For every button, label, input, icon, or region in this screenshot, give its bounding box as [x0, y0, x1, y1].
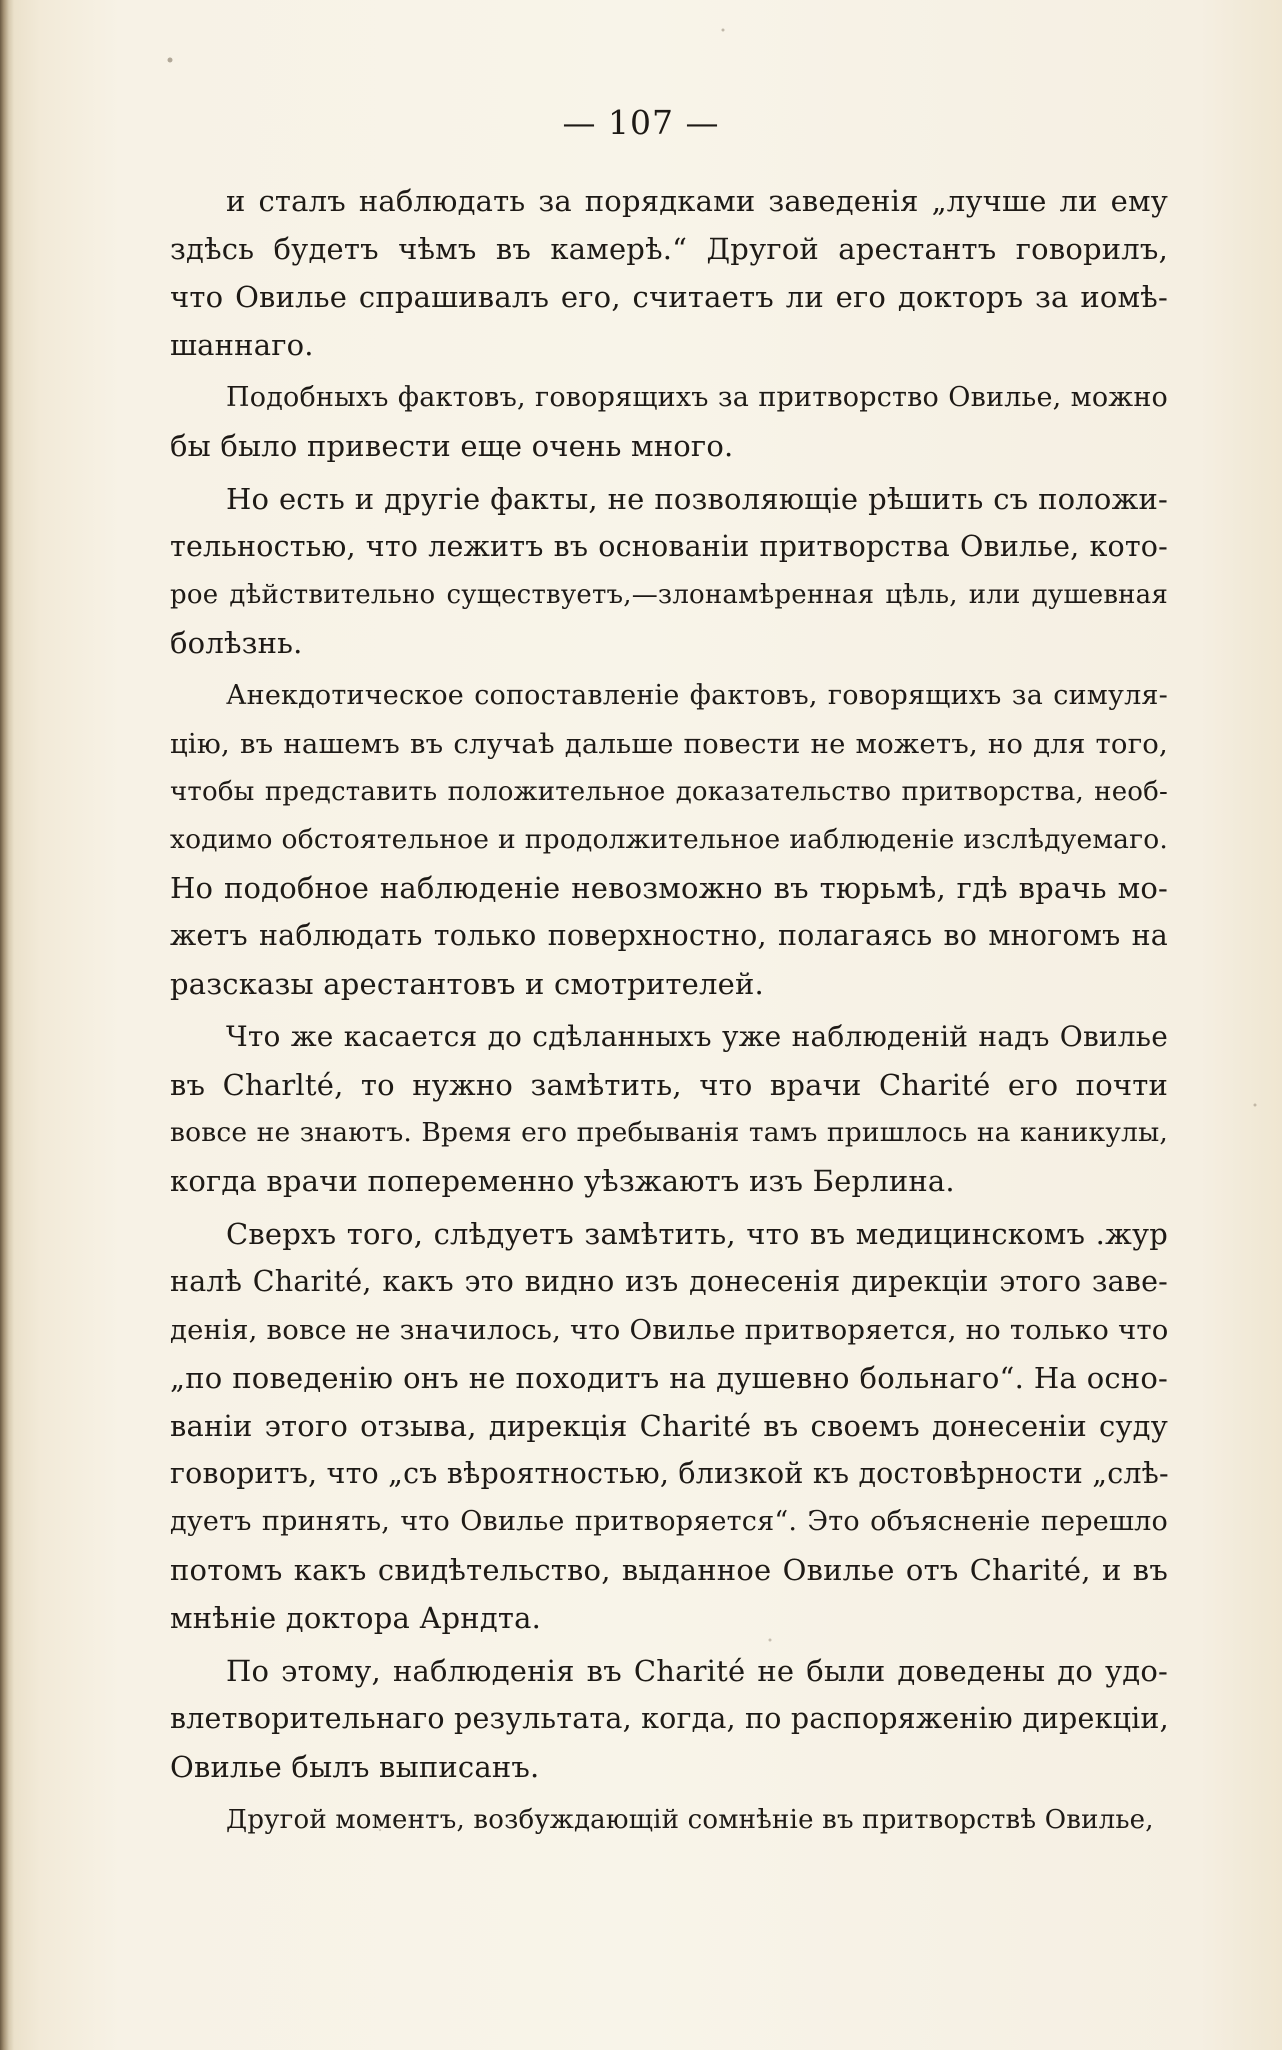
text-line: рое дѣйствительно существуетъ,—злонамѣренная цѣль, или душевная: [170, 580, 1168, 610]
text-line: жетъ наблюдать только поверхностно, полагаясь во многомъ на: [170, 919, 1168, 952]
text-line: дуетъ принять, что Овилье притворяется“. Это объясненіе перешло: [170, 1506, 1168, 1537]
text-line: денія, вовсе не значилось, что Овилье притворяется, но только что: [170, 1314, 1169, 1346]
paragraph: [170, 1210, 1168, 1642]
text-line: Что же касается до сдѣланныхъ уже наблюденій надъ Овилье: [226, 1020, 1168, 1053]
text-line: налѣ Charité, какъ это видно изъ донесенія дирекціи этого заве-: [170, 1265, 1168, 1298]
ink-speck: [168, 58, 173, 63]
text-line: Анекдотическое сопоставленіе фактовъ, говорящихъ за симуля-: [226, 680, 1168, 711]
text-line: шаннаго.: [170, 328, 314, 362]
paragraph: [170, 1013, 1168, 1205]
text-line: „по поведенію онъ не походитъ на душевно больнаго“. На осно-: [170, 1361, 1168, 1395]
ink-speck: [1254, 1104, 1257, 1107]
text-line: потомъ какъ свидѣтельство, выданное Овилье отъ Charité, и въ: [170, 1553, 1168, 1587]
body-text: [170, 177, 1168, 1849]
ink-speck: [722, 29, 725, 32]
paragraph: [170, 1647, 1168, 1791]
text-line: разсказы арестантовъ и смотрителей.: [170, 967, 764, 1001]
paragraph: [170, 374, 1168, 470]
text-line: болѣзнь.: [170, 626, 303, 660]
text-line: говоритъ, что „съ вѣроятностью, близкой къ достовѣрности „слѣ-: [170, 1457, 1169, 1490]
text-line: тельностью, что лежитъ въ основаніи притворства Овилье, кото-: [170, 530, 1168, 563]
text-line: здѣсь будетъ чѣмъ въ камерѣ.“ Другой арестантъ говорилъ,: [170, 232, 1168, 266]
text-line: ходимо обстоятельное и продолжительное иаблюденіе изслѣдуемаго.: [170, 824, 1168, 855]
paragraph: [170, 672, 1168, 1008]
page-number: — 107 —: [562, 103, 720, 142]
text-line: когда врачи попеременно уѣзжаютъ изъ Берлина.: [170, 1164, 955, 1198]
text-line: чтобы представить положительное доказательство притворства, необ-: [170, 777, 1168, 807]
text-line: Но подобное наблюденіе невозможно въ тюрьмѣ, гдѣ врачь мо-: [170, 871, 1168, 905]
text-line: цію, въ нашемъ въ случаѣ дальше повести не можетъ, но для того,: [170, 728, 1168, 760]
text-line: Овилье былъ выписанъ.: [170, 1750, 540, 1784]
text-line: Другой моментъ, возбуждающій сомнѣніе въ притворствѣ Овилье,: [226, 1805, 1154, 1835]
text-line: вовсе не знаютъ. Время его пребыванія тамъ пришлось на каникулы,: [170, 1117, 1168, 1148]
text-line: По этому, наблюденія въ Charité не были доведены до удо-: [226, 1654, 1168, 1688]
text-line: Сверхъ того, слѣдуетъ замѣтить, что въ медицинскомъ .жур: [226, 1217, 1168, 1251]
text-line: въ Charlté, то нужно замѣтить, что врачи Charité его почти: [170, 1068, 1168, 1102]
page-binding-edge: [0, 0, 14, 2050]
text-line: и сталъ наблюдать за порядками заведенія „лучше ли ему: [226, 184, 1168, 218]
paragraph: [170, 475, 1168, 667]
text-line: влетворительнаго результата, когда, по распоряженію дирекціи,: [170, 1702, 1169, 1735]
text-line: Подобныхъ фактовъ, говорящихъ за притворство Овилье, можно: [226, 382, 1168, 413]
paragraph: [170, 1796, 1168, 1844]
text-line: ваніи этого отзыва, дирекція Charité въ своемъ донесеніи суду: [170, 1409, 1168, 1443]
text-line: что Овилье спрашивалъ его, считаетъ ли его докторъ за иомѣ-: [170, 280, 1168, 314]
paragraph: [170, 177, 1168, 369]
text-line: бы было привести еще очень много.: [170, 429, 734, 463]
text-line: Но есть и другіе факты, не позволяющіе рѣшить съ положи-: [226, 482, 1168, 516]
text-line: мнѣніе доктора Арндта.: [170, 1601, 542, 1635]
